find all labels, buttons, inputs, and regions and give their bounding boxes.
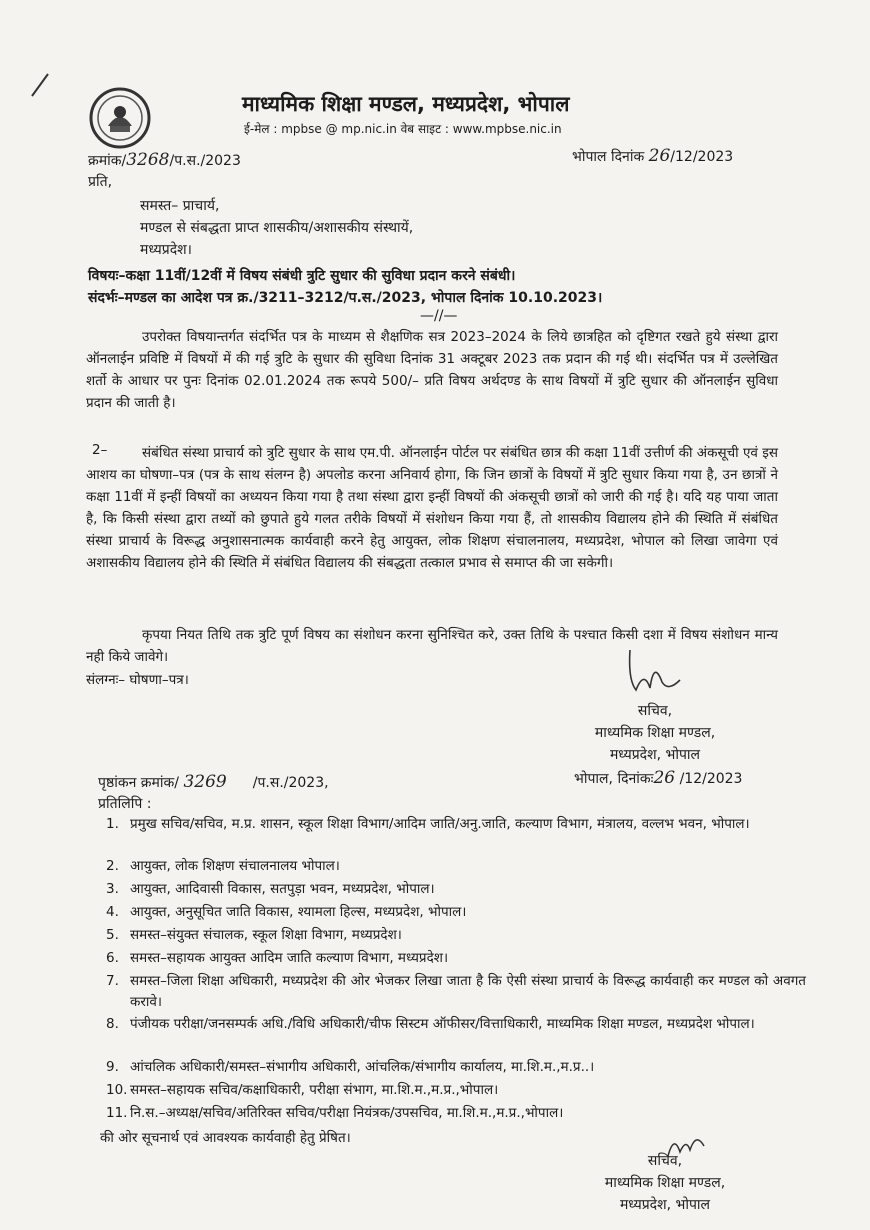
signature-1-block xyxy=(560,700,750,766)
ref-date-prefix: भोपाल दिनांक xyxy=(572,149,645,165)
list-item xyxy=(106,948,806,969)
closing-line: की ओर सूचनार्थ एवं आवश्यक कार्यवाही हेतु प्रेषित। xyxy=(100,1130,351,1146)
body-paragraph-1: उपरोक्त विषयान्तर्गत संदर्भित पत्र के माध्यम से शैक्षणिक सत्र 2023–2024 के लिये छात्रहित को दृष्टिगत रखते हुये संस्था द्वारा ऑनलाईन प्रविष्टि में विषयों में की गई त्रुटि के सुधार की सुविधा दिनांक 31 अक्टूबर 2023 तक प्रदान की गई थी। संदर्भित पत्र में उल्लेखित शर्तो के आधार पर पुनः दिनांक 02.01.2024 तक रूपये 500/– प्रति विषय अर्थदण्ड के साथ विषयों में त्रुटि सुधार की ऑनलाईन सुविधा प्रदान की जाती है। xyxy=(86,329,778,411)
list-item-text: समस्त–सहायक आयुक्त आदिम जाति कल्याण विभाग, मध्यप्रदेश। xyxy=(130,950,449,966)
recipient-line2: मण्डल से संबद्धता प्राप्त शासकीय/अशासकीय संस्थायें, xyxy=(140,220,414,236)
list-item xyxy=(106,1014,806,1035)
endorsement-suffix: /प.स./2023, xyxy=(252,775,329,791)
list-item xyxy=(106,814,806,835)
endorsement-number-line xyxy=(98,772,329,792)
list-item xyxy=(106,1080,806,1101)
list-item-number: 8. xyxy=(106,1016,119,1032)
list-item-number: 2. xyxy=(106,858,119,874)
endorsement-prefix: पृष्ठांकन क्रमांक/ xyxy=(98,775,180,791)
ref-date-line xyxy=(572,146,733,166)
contact-line: ई-मेल : mpbse @ mp.nic.in वेब साइट : www.mpbse.nic.in xyxy=(244,122,562,136)
enclosure-line: संलग्नः– घोषणा–पत्र। xyxy=(86,672,189,688)
list-item-number: 10. xyxy=(106,1082,128,1098)
list-item xyxy=(106,1103,806,1124)
body-paragraph-3: कृपया नियत तिथि तक त्रुटि पूर्ण विषय का संशोधन करना सुनिश्चित करे, उक्त तिथि के पश्चात किसी दशा में विषय संशोधन मान्य नही किये जावेगे। xyxy=(86,627,778,665)
list-item-text: नि.स.–अध्यक्ष/सचिव/अतिरिक्त सचिव/परीक्षा नियंत्रक/उपसचिव, मा.शि.म.,म.प्र.,भोपाल। xyxy=(130,1105,564,1121)
ref-number-line xyxy=(88,150,241,170)
signature-1 xyxy=(610,640,690,700)
ref-date-rest: /12/2023 xyxy=(670,149,734,165)
para2-number: 2– xyxy=(92,442,108,458)
list-item-number: 9. xyxy=(106,1059,119,1075)
recipient-line3: मध्यप्रदेश। xyxy=(140,242,192,258)
list-item-number: 7. xyxy=(106,973,119,989)
endorsement-date-rest: /12/2023 xyxy=(679,771,743,787)
endorsement-date-day: 26 xyxy=(653,768,676,788)
list-item-text: आंचलिक अधिकारी/समस्त–संभागीय अधिकारी, आंचलिक/संभागीय कार्यालय, मा.शि.म.,म.प्र..। xyxy=(130,1059,595,1075)
list-item xyxy=(106,1057,806,1078)
list-item-text: पंजीयक परीक्षा/जनसम्पर्क अधि./विधि अधिकारी/चीफ सिस्टम ऑफीसर/वित्ताधिकारी, माध्यमिक शिक्षा मण्डल, मध्यप्रदेश भोपाल। xyxy=(130,1016,755,1032)
ref-suffix: /प.स./2023 xyxy=(169,153,241,169)
pen-mark xyxy=(28,70,52,100)
signature-2-line2: माध्यमिक शिक्षा मण्डल, xyxy=(604,1175,726,1191)
list-item-number: 3. xyxy=(106,881,119,897)
list-item-number: 5. xyxy=(106,927,119,943)
signature-2-line3: मध्यप्रदेश, भोपाल xyxy=(619,1197,711,1213)
list-item-text: समस्त–सहायक सचिव/कक्षाधिकारी, परीक्षा संभाग, मा.शि.म.,म.प्र.,भोपाल। xyxy=(130,1082,499,1098)
list-item xyxy=(106,879,806,900)
list-item-text: आयुक्त, लोक शिक्षण संचालनालय भोपाल। xyxy=(130,858,340,874)
signature-1-line1: सचिव, xyxy=(637,703,673,719)
list-item xyxy=(106,856,806,877)
endorsement-date-prefix: भोपाल, दिनांकः xyxy=(574,771,654,787)
list-item-text: समस्त–संयुक्त संचालक, स्कूल शिक्षा विभाग, मध्यप्रदेश। xyxy=(130,927,402,943)
signature-2-line1: सचिव, xyxy=(647,1153,683,1169)
list-item-text: समस्त–जिला शिक्षा अधिकारी, मध्यप्रदेश की ओर भेजकर लिखा जाता है कि ऐसी संस्था प्राचार्य के विरूद्ध कार्यवाही कर मण्डल को अवगत करावे। xyxy=(130,973,806,1010)
ref-date-day: 26 xyxy=(648,146,671,166)
recipient-line1: समस्त– प्राचार्य, xyxy=(140,198,220,214)
list-item-text: प्रमुख सचिव/सचिव, म.प्र. शासन, स्कूल शिक्षा विभाग/आदिम जाति/अनु.जाति, कल्याण विभाग, मंत्रालय, वल्लभ भवन, भोपाल। xyxy=(130,816,750,832)
ref-prefix: क्रमांक/ xyxy=(88,153,127,169)
list-item xyxy=(106,925,806,946)
subject-line: विषयः–कक्षा 11वीं/12वीं में विषय संबंधी त्रुटि सुधार की सुविधा प्रदान करने संबंधी। xyxy=(88,268,516,284)
endorsement-number: 3269 xyxy=(183,772,227,792)
list-item-number: 1. xyxy=(106,816,119,832)
list-item-number: 11. xyxy=(106,1105,128,1121)
org-title: माध्यमिक शिक्षा मण्डल, मध्यप्रदेश, भोपाल xyxy=(242,92,570,116)
endorsement-date-line xyxy=(574,768,742,788)
ref-number: 3268 xyxy=(126,150,170,170)
signature-1-line3: मध्यप्रदेश, भोपाल xyxy=(609,747,701,763)
list-item xyxy=(106,902,806,923)
list-item xyxy=(106,971,806,1013)
signature-1-line2: माध्यमिक शिक्षा मण्डल, xyxy=(594,725,716,741)
separator: —//— xyxy=(420,308,458,324)
list-item-text: आयुक्त, आदिवासी विकास, सतपुड़ा भवन, मध्यप्रदेश, भोपाल। xyxy=(130,881,435,897)
reference-line: संदर्भः–मण्डल का आदेश पत्र क्र./3211–3212/प.स./2023, भोपाल दिनांक 10.10.2023। xyxy=(88,290,603,306)
prati-label: प्रति, xyxy=(88,174,113,190)
board-emblem-icon xyxy=(88,86,152,150)
list-item-number: 4. xyxy=(106,904,119,920)
copy-label: प्रतिलिपि : xyxy=(98,796,152,812)
body-paragraph-2: संबंधित संस्था प्राचार्य को त्रुटि सुधार के साथ एम.पी. ऑनलाईन पोर्टल पर संबंधित छात्र की कक्षा 11वीं उत्तीर्ण की अंकसूची एवं इस आशय का घोषणा–पत्र (पत्र के साथ संलग्न है) अपलोड करना अनिवार्य होगा, कि जिन छात्रों के विषयों में त्रुटि सुधार किया गया है, उन छात्रों ने कक्षा 11वीं में इन्हीं विषयों का अध्ययन किया गया है तथा संस्था द्वारा इन्हीं विषयों की अंकसूची छात्रों को जारी की गई है। यदि यह पाया जाता है, कि किसी संस्था द्वारा तथ्यों को छुपाते हुये गलत तरीके विषयों में संशोधन किया गया हैं, तो शासकीय विद्यालय होने की स्थिति में संबंधित संस्था प्राचार्य के विरूद्ध अनुशासनात्मक कार्यवाही करने हेतु आयुक्त, लोक शिक्षण संचालनालय, मध्यप्रदेश, भोपाल को लिखा जावेगा एवं अशासकीय विद्यालय होने की स्थिति में संबंधित विद्यालय की संबद्धता तत्काल प्रभाव से समाप्त की जा सकेगी। xyxy=(86,445,778,571)
list-item-text: आयुक्त, अनुसूचित जाति विकास, श्यामला हिल्स, मध्यप्रदेश, भोपाल। xyxy=(130,904,467,920)
list-item-number: 6. xyxy=(106,950,119,966)
signature-2-block xyxy=(560,1150,770,1216)
